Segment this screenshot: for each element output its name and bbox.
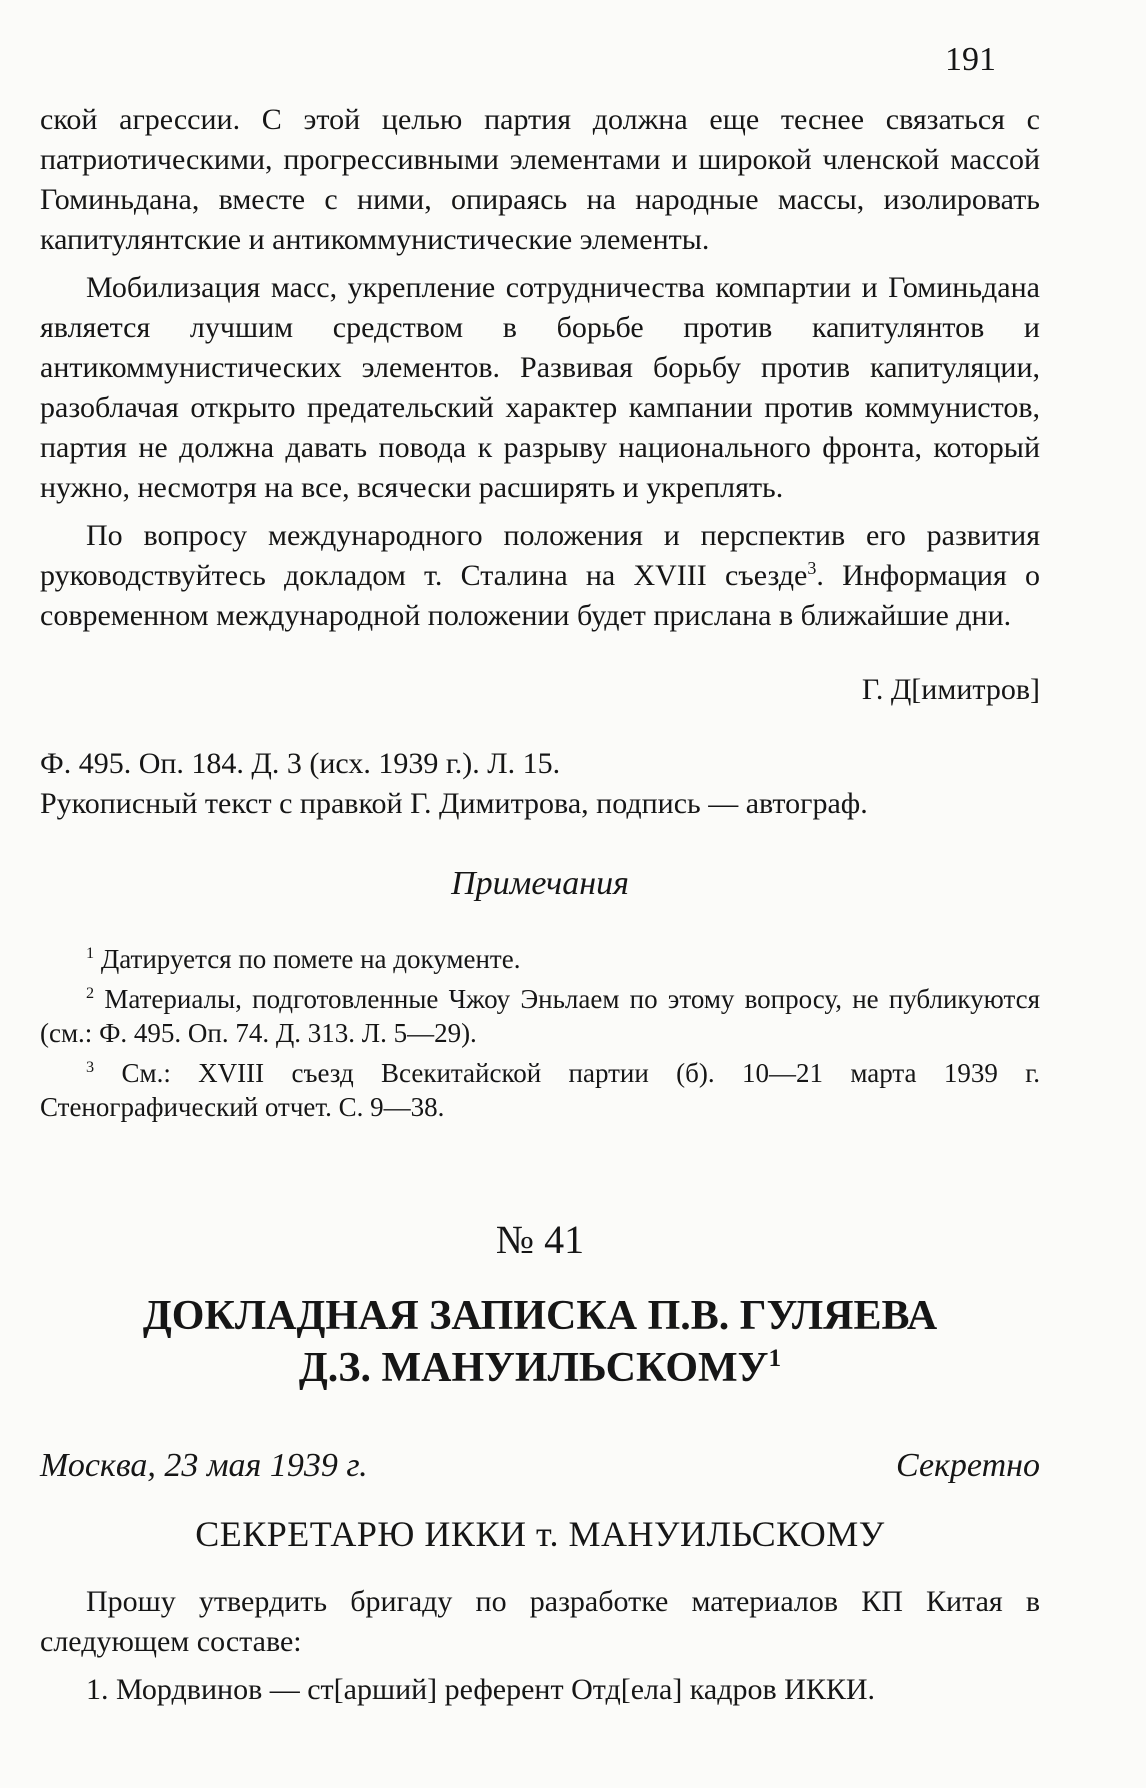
page-number: 191 [945, 41, 996, 78]
document-number: № 41 [495, 1217, 585, 1262]
footnote: $^2$ Материалы, подготовленные Чжоу Эньлаем по этому вопросу, не публикуются (см.: Ф. 495. Оп. 74. Д. 313. Л. 5—29). [40, 984, 1040, 1048]
classification: Секретно [896, 1447, 1040, 1484]
signature: Г. Д[имитров] [861, 673, 1040, 706]
archive-note: Рукописный текст с правкой Г. Димитрова, подпись — автограф. [40, 787, 868, 820]
archive-ref: Ф. 495. Оп. 184. Д. 3 (исх. 1939 г.). Л. 15. [40, 747, 561, 780]
document-title: ДОКЛАДНАЯ ЗАПИСКА П.В. ГУЛЯЕВА Д.З. МАНУИЛЬСКОМУ$^1$ [142, 1293, 938, 1391]
document-meta [40, 1446, 1040, 1486]
archive-reference [40, 744, 1040, 824]
paragraph-international: По вопросу международного положения и перспектив его развития руководствуйтесь докладом т. Сталина на XVIII съезде$^3$. Информация о современном международной положении будет прислана в ближайшие дни. [40, 519, 1040, 632]
footnote: $^1$ Датируется по помете на документе. [86, 944, 521, 974]
request-paragraph: Прошу утвердить бригаду по разработке материалов КП Китая в следующем составе: [40, 1585, 1040, 1658]
list-item: 1. Мордвинов — ст[арший] референт Отд[ела] кадров ИККИ. [86, 1673, 876, 1706]
paragraph: Мобилизация масс, укрепление сотрудничества компартии и Гоминьдана является лучшим средством в борьбе против капитулянтов и антикоммунистических элементов. Развивая борьбу против капитуляции, разоблачая открыто предательский характер кампании против коммунистов, партия не должна давать повода к разрыву национального фронта, который нужно, несмотря на все, всячески расширять и укреплять. [40, 271, 1040, 504]
place-date: Москва, 23 мая 1939 г. [40, 1447, 368, 1484]
title-footnote-ref: 1 [768, 1345, 782, 1372]
addressee: СЕКРЕТАРЮ ИККИ т. МАНУИЛЬСКОМУ [195, 1514, 885, 1554]
paragraph-continued: ской агрессии. С этой целью партия должна еще теснее связаться с патриотическими, прогрессивными элементами и широкой членской массой Гоминьдана, вместе с ними, опираясь на народные массы, изолировать капитулянтские и антикоммунистические элементы. [40, 103, 1040, 256]
notes-title: Примечания [451, 865, 629, 902]
footnote-ref: 3 [807, 558, 817, 578]
document-body [40, 100, 1040, 1718]
footnote: $^3$ См.: XVIII съезд Всекитайской партии (б). 10—21 марта 1939 г. Стенографический отчет. С. 9—38. [40, 1058, 1041, 1122]
